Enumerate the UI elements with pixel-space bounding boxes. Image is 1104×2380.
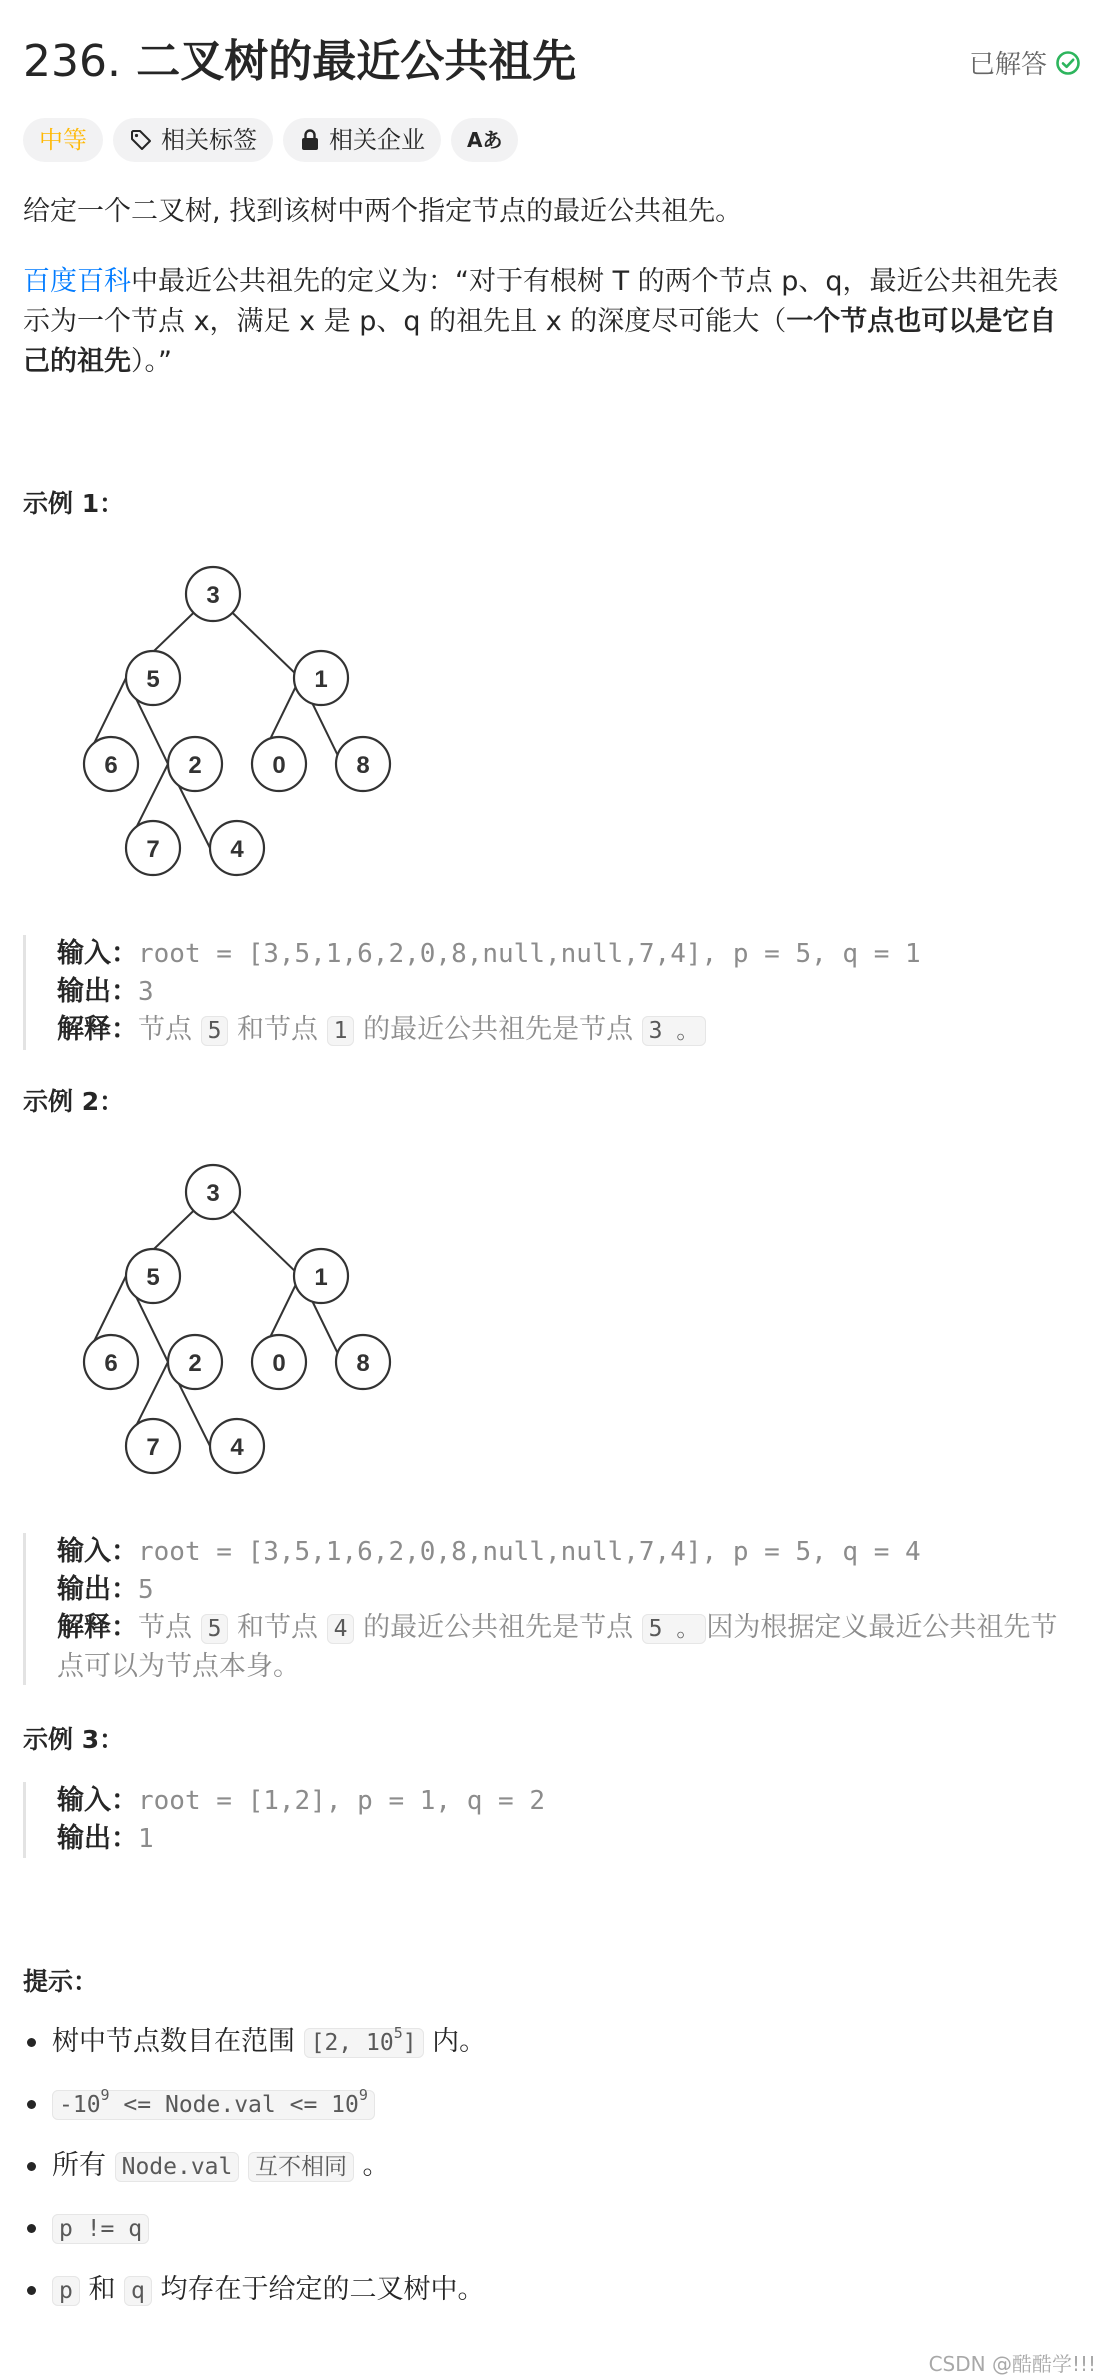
inline-code: 3 。 <box>642 1016 707 1046</box>
output-value: 1 <box>138 1824 154 1854</box>
inline-code: 4 <box>327 1614 355 1644</box>
hint-text: 树中节点数目在范围 <box>52 2026 304 2057</box>
tag-icon <box>129 128 153 152</box>
example-3-block <box>23 1782 1081 1858</box>
output-label: 输出： <box>57 976 138 1007</box>
related-tags-button[interactable] <box>113 118 273 162</box>
description-line1: 给定一个二叉树, 找到该树中两个指定节点的最近公共祖先。 <box>23 196 743 227</box>
example-1-output-row <box>57 973 1081 1011</box>
example-1-block <box>23 935 1081 1050</box>
baike-link[interactable]: 百度百科 <box>23 266 131 297</box>
code-text: <= Node.val <= 10 <box>109 2092 359 2118</box>
problem-number: 236. <box>23 36 121 87</box>
example-3-input-row <box>57 1782 1081 1820</box>
example-1-explain-row <box>57 1011 1081 1050</box>
bullet <box>27 2100 36 2109</box>
tree-node-label: 5 <box>146 1264 160 1291</box>
difficulty-badge[interactable] <box>23 118 103 162</box>
code-sup: 9 <box>358 2086 368 2104</box>
tree-node-label: 1 <box>314 666 328 693</box>
output-value: 3 <box>138 977 154 1007</box>
inline-code: 5 。 <box>642 1614 707 1644</box>
output-label: 输出： <box>57 1574 138 1605</box>
tree-node-label: 4 <box>230 1434 244 1461</box>
tree-node-label: 8 <box>356 752 370 779</box>
explain-text: 的最近公共祖先是节点 <box>354 1014 642 1045</box>
definition-text-a: 中最近公共祖先的定义为：“对于有根树 T 的两个节点 p、q，最近公共祖先表示为一个节点 x，满足 x 是 p、q 的祖先且 x 的深度尽可能大（ <box>23 266 1059 337</box>
watermark: CSDN @酷酷学!!! <box>928 2352 1096 2376</box>
inline-code: 5 <box>201 1016 229 1046</box>
inline-code: 互不相同 <box>248 2152 354 2182</box>
definition-bold: 一个节点也可以是它自己的祖先 <box>23 306 1057 377</box>
explain-label: 解释： <box>57 1014 138 1045</box>
code-text: [2, 10 <box>310 2030 394 2056</box>
example-1-title: 示例 1： <box>23 489 125 518</box>
hint-text: 和 <box>79 2274 125 2305</box>
problem-title: 二叉树的最近公共祖先 <box>136 36 577 87</box>
output-label: 输出： <box>57 1823 138 1854</box>
tree-node-label: 7 <box>146 1434 160 1461</box>
tree-node-label: 8 <box>356 1350 370 1377</box>
tree-node-label: 2 <box>188 1350 202 1377</box>
hints-title: 提示： <box>23 1967 99 1996</box>
tree-node-label: 7 <box>146 836 160 863</box>
tree-node-label: 0 <box>272 752 286 779</box>
bullet <box>27 2224 36 2233</box>
tree-node-label: 3 <box>206 582 220 609</box>
lock-icon <box>299 128 321 152</box>
solved-label: 已解答 <box>968 50 1047 80</box>
explain-text: 和节点 <box>228 1612 327 1643</box>
check-circle-icon <box>1055 50 1081 76</box>
translate-button[interactable] <box>451 118 518 162</box>
example-3-output-row <box>57 1820 1081 1858</box>
definition-text-b: ）。” <box>131 346 172 377</box>
tree-node-label: 1 <box>314 1264 328 1291</box>
tree-node-label: 0 <box>272 1350 286 1377</box>
bullet <box>27 2286 36 2295</box>
tree-node-label: 6 <box>104 752 118 779</box>
code-text: ] <box>402 2030 417 2056</box>
tag-bar <box>23 118 518 162</box>
input-value: root = [3,5,1,6,2,0,8,null,null,7,4], p = 5, q = 1 <box>138 939 921 969</box>
solved-status <box>969 44 1081 81</box>
explain-text: 节点 <box>138 1014 201 1045</box>
inline-code: p <box>52 2276 80 2306</box>
example-2-input-row <box>57 1533 1081 1571</box>
tree-node-label: 4 <box>230 836 244 863</box>
code-sup: 9 <box>100 2086 110 2104</box>
hint-text: 均存在于给定的二叉树中。 <box>151 2274 485 2305</box>
translate-icon: Aあ <box>467 128 503 152</box>
hint-text: 内。 <box>423 2026 487 2057</box>
related-tags-label: 相关标签 <box>161 126 257 154</box>
input-value: root = [3,5,1,6,2,0,8,null,null,7,4], p = 5, q = 4 <box>138 1537 921 1567</box>
page-title <box>23 30 576 94</box>
related-companies-label: 相关企业 <box>329 126 425 154</box>
input-label: 输入： <box>57 1785 138 1816</box>
hint-text: 所有 <box>52 2150 115 2181</box>
hint-text: 。 <box>353 2150 390 2181</box>
inline-code <box>52 2086 375 2120</box>
bullet <box>27 2038 36 2047</box>
title-row <box>23 30 1081 94</box>
explain-text: 节点 <box>138 1612 201 1643</box>
code-text: -10 <box>59 2092 101 2118</box>
inline-code: Node.val <box>115 2152 240 2182</box>
input-value: root = [1,2], p = 1, q = 2 <box>138 1786 545 1816</box>
example-2-output-row <box>57 1571 1081 1609</box>
inline-code: 1 <box>327 1016 355 1046</box>
tree-node-label: 2 <box>188 752 202 779</box>
example-1-tree-image <box>78 560 398 882</box>
tree-node-label: 5 <box>146 666 160 693</box>
example-2-explain-row <box>57 1609 1081 1685</box>
explain-text: 的最近公共祖先是节点 <box>354 1612 642 1643</box>
code-sup: 5 <box>393 2024 403 2042</box>
bullet <box>27 2162 36 2171</box>
difficulty-label: 中等 <box>39 126 87 154</box>
output-value: 5 <box>138 1575 154 1605</box>
example-2-title: 示例 2： <box>23 1087 125 1116</box>
example-1-input-row <box>57 935 1081 973</box>
inline-code: p != q <box>52 2214 149 2244</box>
tree-node-label: 3 <box>206 1180 220 1207</box>
example-2-tree-image <box>78 1158 398 1480</box>
inline-code: 5 <box>201 1614 229 1644</box>
related-companies-button[interactable] <box>283 118 441 162</box>
inline-code: q <box>124 2276 152 2306</box>
inline-code <box>304 2024 424 2058</box>
explain-label: 解释： <box>57 1612 138 1643</box>
tree-node-label: 6 <box>104 1350 118 1377</box>
input-label: 输入： <box>57 938 138 969</box>
explain-text: 和节点 <box>228 1014 327 1045</box>
example-2-block <box>23 1533 1081 1685</box>
example-3-title: 示例 3： <box>23 1725 125 1754</box>
explain-text: 因为根据定义最近公共祖先节点可以为节点本身。 <box>57 1612 1058 1682</box>
input-label: 输入： <box>57 1536 138 1567</box>
description-definition <box>23 262 1081 382</box>
